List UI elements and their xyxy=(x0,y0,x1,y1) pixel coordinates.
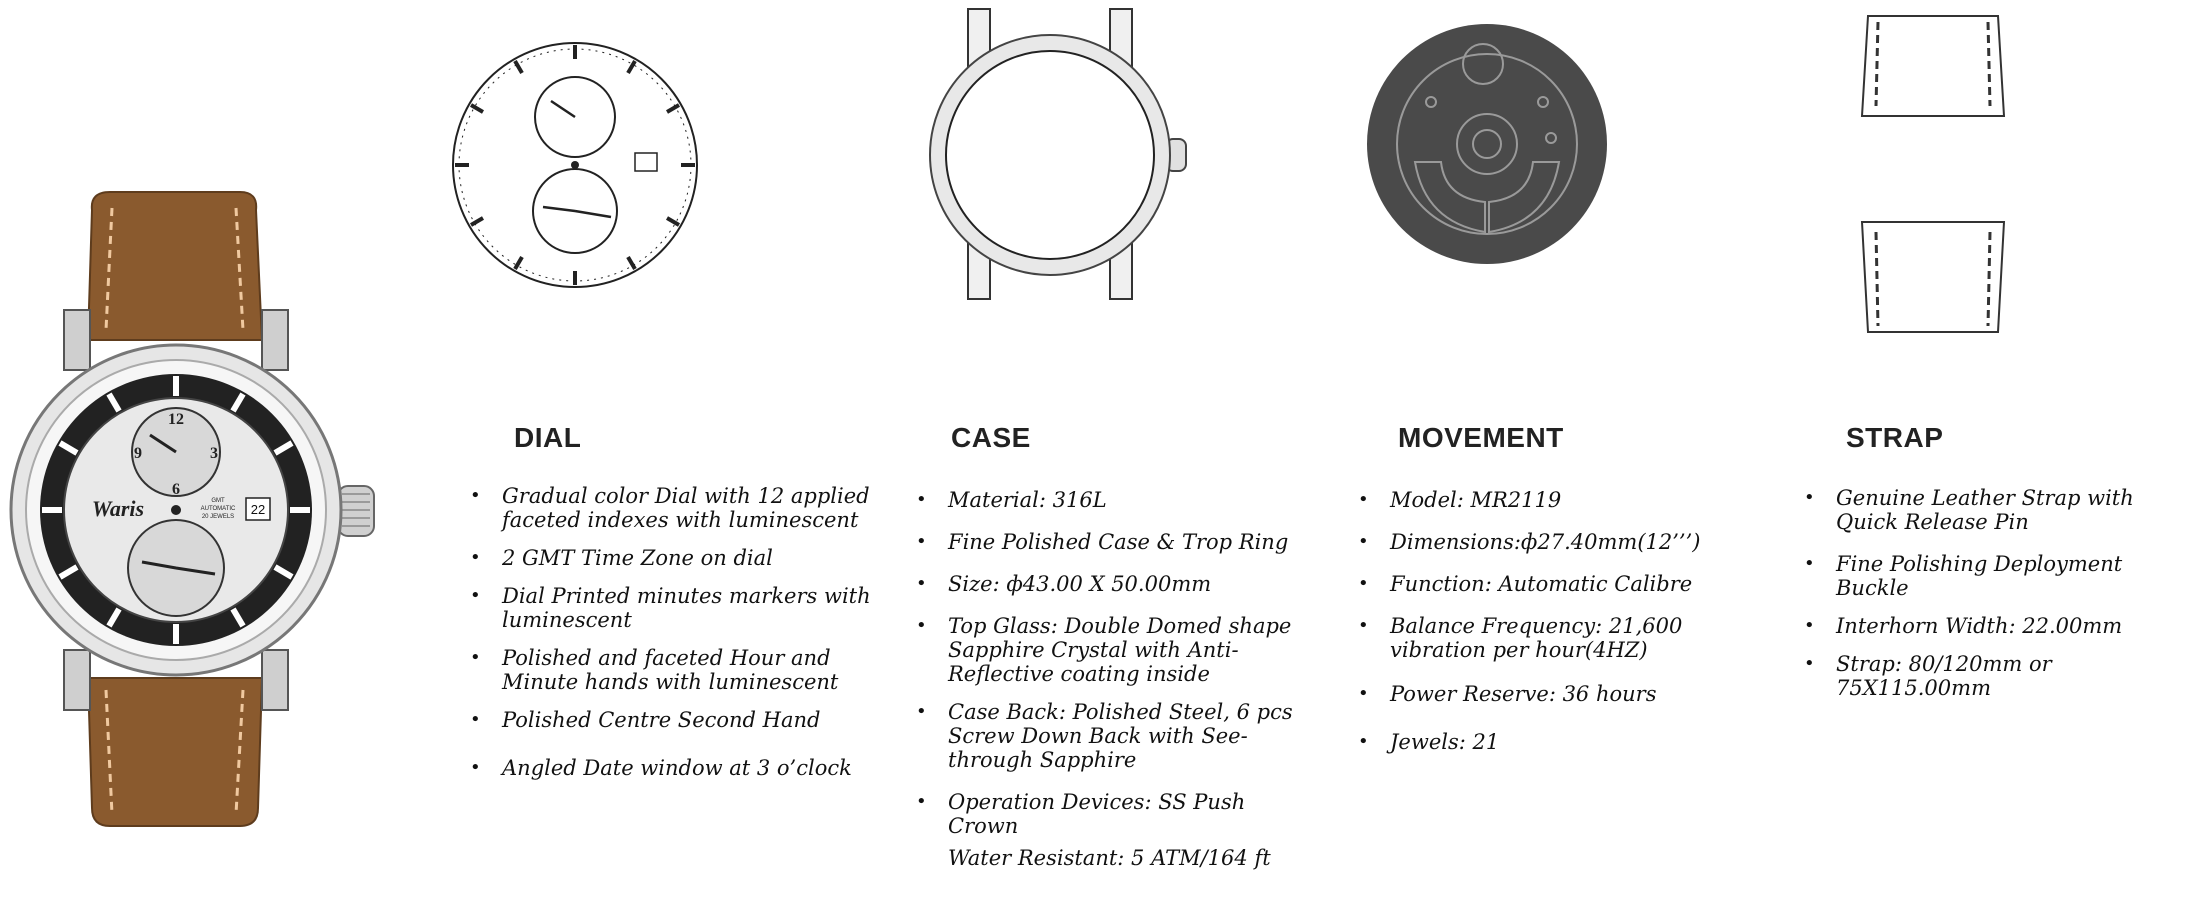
case-section-title: CASE xyxy=(951,422,1031,453)
case-spec-item: • Size: ф43.00 X 50.00mm xyxy=(916,572,1296,596)
dial-section-title: DIAL xyxy=(514,422,582,453)
strap-spec-item: • Genuine Leather Strap with Quick Release Pin xyxy=(1804,486,2194,534)
case-spec-item: • Case Back: Polished Steel, 6 pcs Screw Down Back with See-through Sapphire xyxy=(916,700,1296,772)
dial-numeral-6: 6 xyxy=(172,481,180,498)
case-spec-list xyxy=(916,488,1296,884)
strap-spec-item: • Fine Polishing Deployment Buckle xyxy=(1804,552,2194,600)
strap-spec-item: • Strap: 80/120mm or 75X115.00mm xyxy=(1804,652,2194,700)
strap-section-title: STRAP xyxy=(1846,422,1944,453)
movement-spec-item: • Model: MR2119 xyxy=(1358,488,1758,512)
case-spec-item: Water Resistant: 5 ATM/164 ft xyxy=(948,846,1271,870)
dial-spec-item: • Dial Printed minutes markers with luminescent xyxy=(470,584,890,632)
case-spec-item: • Material: 316L xyxy=(916,488,1296,512)
movement-spec-item: • Jewels: 21 xyxy=(1358,730,1758,754)
dial-spec-item: • Polished and faceted Hour and Minute hands with luminescent xyxy=(470,646,890,694)
dial-numeral-12: 12 xyxy=(168,411,184,428)
case-sketch xyxy=(920,5,1200,305)
movement-section-title: MOVEMENT xyxy=(1398,422,1564,453)
dial-automatic-text: AUTOMATIC xyxy=(200,506,236,512)
dial-numeral-9: 9 xyxy=(134,445,142,462)
dial-spec-item: • 2 GMT Time Zone on dial xyxy=(470,546,890,570)
case-spec-item: • Fine Polished Case & Trop Ring xyxy=(916,530,1296,554)
strap-spec-item: • Interhorn Width: 22.00mm xyxy=(1804,614,2194,638)
case-spec-item: • Top Glass: Double Domed shape Sapphire Crystal with Anti-Reflective coating inside xyxy=(916,614,1296,686)
lug xyxy=(64,310,90,370)
dial-spec-item: • Polished Centre Second Hand xyxy=(470,708,890,732)
case-spec-item: • Operation Devices: SS Push Crown xyxy=(916,790,1296,838)
dial-spec-item: • Gradual color Dial with 12 applied faceted indexes with luminescent xyxy=(470,484,890,532)
dial-jewels-text: 20 JEWELS xyxy=(201,514,235,520)
movement-sketch xyxy=(1365,22,1610,267)
movement-spec-item: • Power Reserve: 36 hours xyxy=(1358,682,1758,706)
lug xyxy=(64,650,90,710)
strap-spec-list xyxy=(1804,486,2194,714)
date-window-text: 22 xyxy=(250,502,266,517)
movement-spec-item: • Balance Frequency: 21,600 vibration per hour(4HZ) xyxy=(1358,614,1758,662)
dial-spec-list xyxy=(470,484,890,794)
dial-spec-item: • Angled Date window at 3 o’clock xyxy=(470,756,890,780)
movement-spec-item: • Dimensions:ф27.40mm(12’’’) xyxy=(1358,530,1758,554)
lug xyxy=(262,310,288,370)
dial-sketch xyxy=(445,35,705,295)
dial-numeral-3: 3 xyxy=(210,445,218,462)
lug xyxy=(262,650,288,710)
dial-gmt-text: GMT xyxy=(211,498,225,504)
full-watch-illustration xyxy=(0,190,390,830)
movement-spec-item: • Function: Automatic Calibre xyxy=(1358,572,1758,596)
dial-brand-logo: Waris xyxy=(91,496,145,521)
movement-spec-list xyxy=(1358,488,1758,768)
strap-sketch xyxy=(1858,10,2008,340)
